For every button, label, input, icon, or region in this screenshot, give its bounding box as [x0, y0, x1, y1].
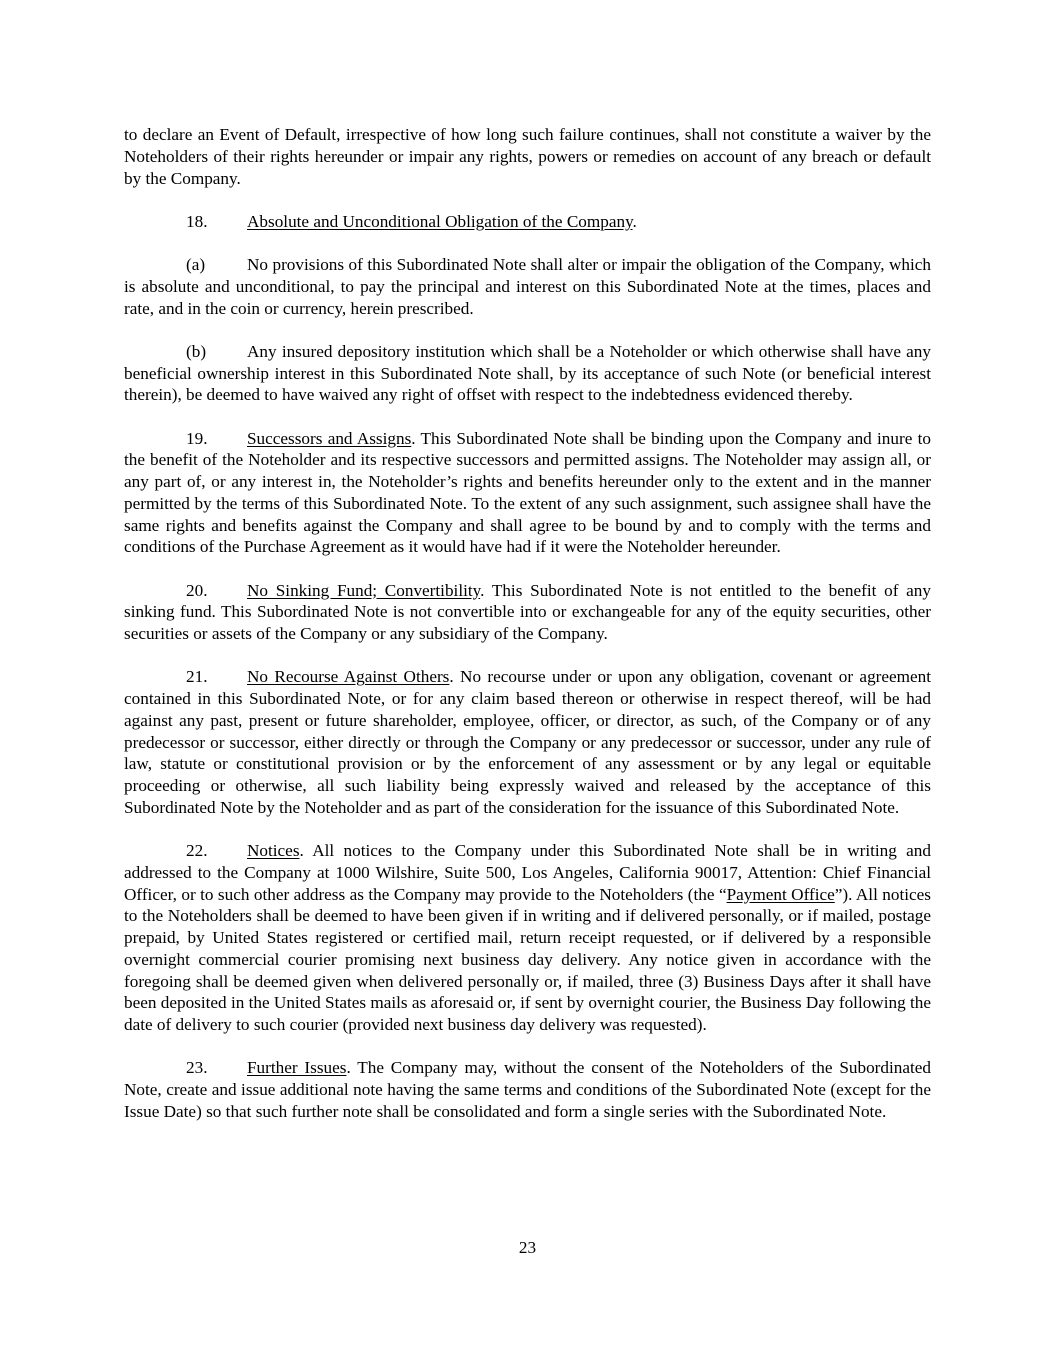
page-number: 23	[518, 1238, 537, 1257]
section-number: 23.	[186, 1058, 208, 1078]
section-number: 21.	[186, 667, 208, 687]
section-number: 18.	[186, 211, 208, 231]
paragraph-text: . This Subordinated Note is not entitled to the benefit of any sinking fund. This Subordinated Note is not convertible into or exchangeable for any of the equity securities, other securities or assets of the Company or any subsidiary of the Company.	[124, 580, 931, 643]
paragraph-text: Any insured depository institution which shall be a Noteholder or which otherwise shall have any beneficial ownership interest in this Subordinated Note shall, by its acceptance of such Note (or beneficial interest therein), be deemed to have waived any right of offset with respect to the indebtedness evidenced thereby.	[124, 341, 931, 405]
section-heading: Successors and Assigns	[247, 428, 412, 448]
section-18-a	[124, 254, 931, 319]
section-22	[124, 840, 931, 1036]
paragraph-text: ”). All notices to the Noteholders shall be deemed to have been given if in writing and if delivered personally, or if mailed, postage prepaid, by United States registered or certified mail, return receipt requested, or if delivered by a responsible overnight commercial courier promising next business day delivery. Any notice given in accordance with the foregoing shall be deemed given when delivered personally or, if mailed, three (3) Business Days after it shall have been deposited in the United States mails as aforesaid or, if sent by overnight courier, the Business Day following the date of delivery to such courier (provided next business day delivery was requested).	[124, 884, 931, 1034]
paragraph-text: . No recourse under or upon any obligation, covenant or agreement contained in this Subordinated Note, or for any claim based thereon or otherwise in respect thereof, will be had against any past, present or future shareholder, employee, officer, or director, as such, of the Company or of any predecessor or successor, either directly or through the Company or any predecessor or successor, under any rule of law, statute or constitutional provision or by the enforcement of any assessment or by any legal or equitable proceeding or otherwise, all such liability being expressly waived and released by the acceptance of this Subordinated Note by the Noteholder and as part of the consideration for the issuance of this Subordinated Note.	[124, 667, 932, 817]
paragraph-text: No provisions of this Subordinated Note shall alter or impair the obligation of the Company, which is absolute and unconditional, to pay the principal and interest on this Subordinated Note at the times, places and rate, and in the coin or currency, herein prescribed.	[124, 255, 931, 318]
document-body	[124, 124, 931, 1144]
paragraph-continuation	[124, 124, 931, 189]
section-heading: No Recourse Against Others	[247, 667, 450, 687]
defined-term: Payment Office	[726, 884, 835, 904]
section-19	[124, 428, 931, 559]
section-heading: Absolute and Unconditional Obligation of the Company	[247, 211, 633, 231]
section-heading: Further Issues	[247, 1058, 347, 1078]
section-21	[124, 666, 931, 818]
section-heading: Notices	[247, 841, 300, 860]
section-18	[124, 211, 931, 233]
section-heading: No Sinking Fund; Convertibility	[247, 580, 481, 600]
paragraph-text: . This Subordinated Note shall be binding upon the Company and inure to the benefit of the Noteholder and its respective successors and permitted assigns. The Noteholder may assign all, or any part of, or any interest in, the Noteholder’s rights and benefits hereunder only to the extent and in the manner permitted by the terms of this Subordinated Note. To the extent of any such assignment, such assignee shall have the same rights and benefits against the Company and shall agree to be bound by and to comply with the terms and conditions of the Purchase Agreement as it would have had if it were the Noteholder hereunder.	[124, 428, 931, 557]
heading-period: .	[632, 211, 637, 231]
subsection-number: (b)	[186, 341, 207, 361]
section-number: 19.	[186, 428, 208, 448]
section-number: 22.	[186, 841, 208, 860]
section-18-b	[124, 341, 931, 406]
section-number: 20.	[186, 580, 208, 600]
section-20	[124, 580, 931, 645]
paragraph-text: . The Company may, without the consent of the Noteholders of the Subordinated Note, create and issue additional note having the same terms and conditions of the Subordinated Note (except for the Issue Date) so that such further note shall be consolidated and form a single series with the Subordinated Note.	[124, 1058, 931, 1121]
paragraph-text: . All notices to the Company under this Subordinated Note shall be in writing and addressed to the Company at 1000 Wilshire, Suite 500, Los Angeles, California 90017, Attention: Chief Financial Officer, or to such other address as the Company may provide to the Noteholders (the “	[124, 841, 931, 904]
paragraph-text: to declare an Event of Default, irrespective of how long such failure continues, shall not constitute a waiver by the Noteholders of their rights hereunder or impair any rights, powers or remedies on account of any breach or default by the Company.	[124, 125, 931, 188]
section-23	[124, 1057, 931, 1122]
subsection-number: (a)	[186, 255, 206, 274]
